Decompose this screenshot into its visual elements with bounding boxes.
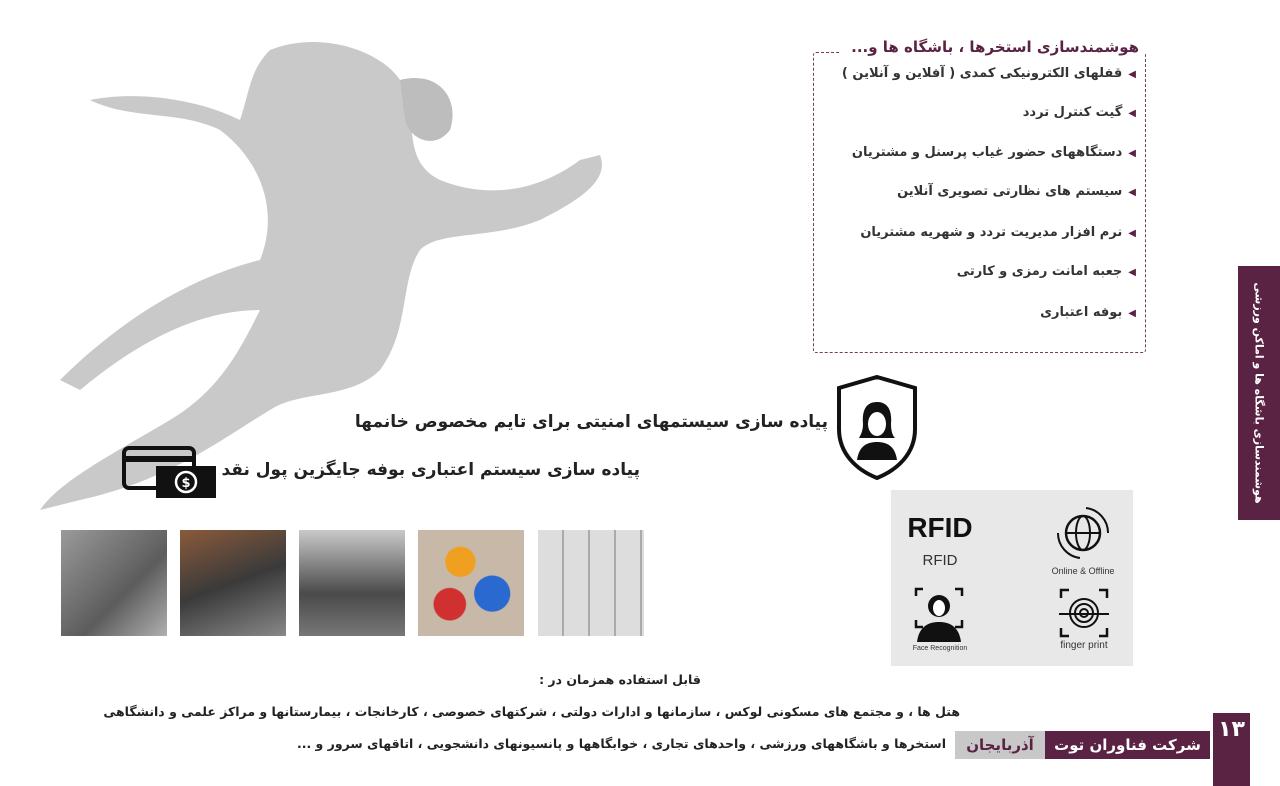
side-tab: [1238, 266, 1280, 520]
wristbands-photo: [418, 530, 524, 636]
triangle-bullet-icon: ◀: [1128, 187, 1136, 198]
globe-sync-icon: [1056, 504, 1110, 562]
online-offline-label: Online & Offline: [1051, 566, 1115, 576]
runner-illustration: [20, 10, 620, 510]
technology-panel: [891, 490, 1133, 666]
item-label: قفلهای الکترونیکی کمدی ( آفلاین و آنلاین ): [841, 66, 1123, 81]
gate-photo: [180, 530, 286, 636]
usage-line-1: هتل ها ، و مجتمع های مسکونی لوکس ، سازمانها و ادارات دولتی ، شرکتهای خصوصی ، کارخانجات ، بیمارستانها و مراکز علمی و دانشگاهی: [103, 704, 960, 719]
item-label: بوفه اعتباری: [1040, 305, 1123, 320]
headline-credit-buffet: پیاده سازی سیستم اعتباری بوفه جایگزین پول نقد: [221, 460, 640, 480]
rfid-label: RFID: [922, 552, 958, 569]
triangle-bullet-icon: ◀: [1128, 228, 1136, 239]
side-tab-label: هوشمندسازی باشگاه ها و اماکن ورزشی: [1252, 282, 1266, 504]
item-label: نرم افزار مدیریت تردد و شهریه مشتریان: [860, 225, 1123, 240]
list-item: [1023, 105, 1136, 120]
lockers-photo: [538, 530, 644, 636]
face-recognition-label: Face Recognition: [912, 645, 968, 652]
triangle-bullet-icon: ◀: [1128, 148, 1136, 159]
triangle-bullet-icon: ◀: [1128, 308, 1136, 319]
gym-gates-photo: [299, 530, 405, 636]
company-name: شرکت فناوران توت: [1045, 731, 1210, 759]
page-number: ۱۳: [1213, 713, 1250, 786]
item-label: دستگاههای حضور غیاب پرسنل و مشتریان: [851, 145, 1123, 160]
svg-text:$: $: [181, 476, 191, 491]
triangle-bullet-icon: ◀: [1128, 267, 1136, 278]
shield-woman-icon: [835, 374, 919, 480]
list-item: [842, 66, 1136, 81]
triangle-bullet-icon: ◀: [1128, 69, 1136, 80]
cash-card-icon: [122, 446, 218, 500]
triangle-bullet-icon: ◀: [1128, 108, 1136, 119]
usage-line-2: استخرها و باشگاههای ورزشی ، واحدهای تجاری ، خوابگاهها و پانسیونهای دانشجویی ، اتاقهای سرور و ...: [296, 736, 946, 751]
face-recognition-icon: [913, 586, 965, 642]
rfid-logo: RFID: [907, 512, 973, 543]
fingerprint-label: finger print: [1060, 640, 1108, 651]
list-item: [1040, 305, 1136, 320]
list-item: [957, 264, 1136, 279]
turnstile-photo: [61, 530, 167, 636]
item-label: گیت کنترل تردد: [1022, 105, 1123, 120]
usage-title: قابل استفاده همزمان در :: [539, 672, 701, 687]
features-box-title: هوشمندسازی استخرها ، باشگاه ها و...: [840, 38, 1145, 56]
item-label: سیستم های نظارتی تصویری آنلاین: [897, 184, 1123, 199]
region-label: آذربایجان: [955, 731, 1045, 759]
item-label: جعبه امانت رمزی و کارتی: [956, 264, 1123, 279]
list-item: [860, 225, 1136, 240]
fingerprint-icon: [1059, 588, 1109, 638]
list-item: [852, 145, 1136, 160]
headline-women-security: پیاده سازی سیستمهای امنیتی برای تایم مخصوص خانمها: [354, 412, 828, 432]
list-item: [897, 184, 1136, 199]
